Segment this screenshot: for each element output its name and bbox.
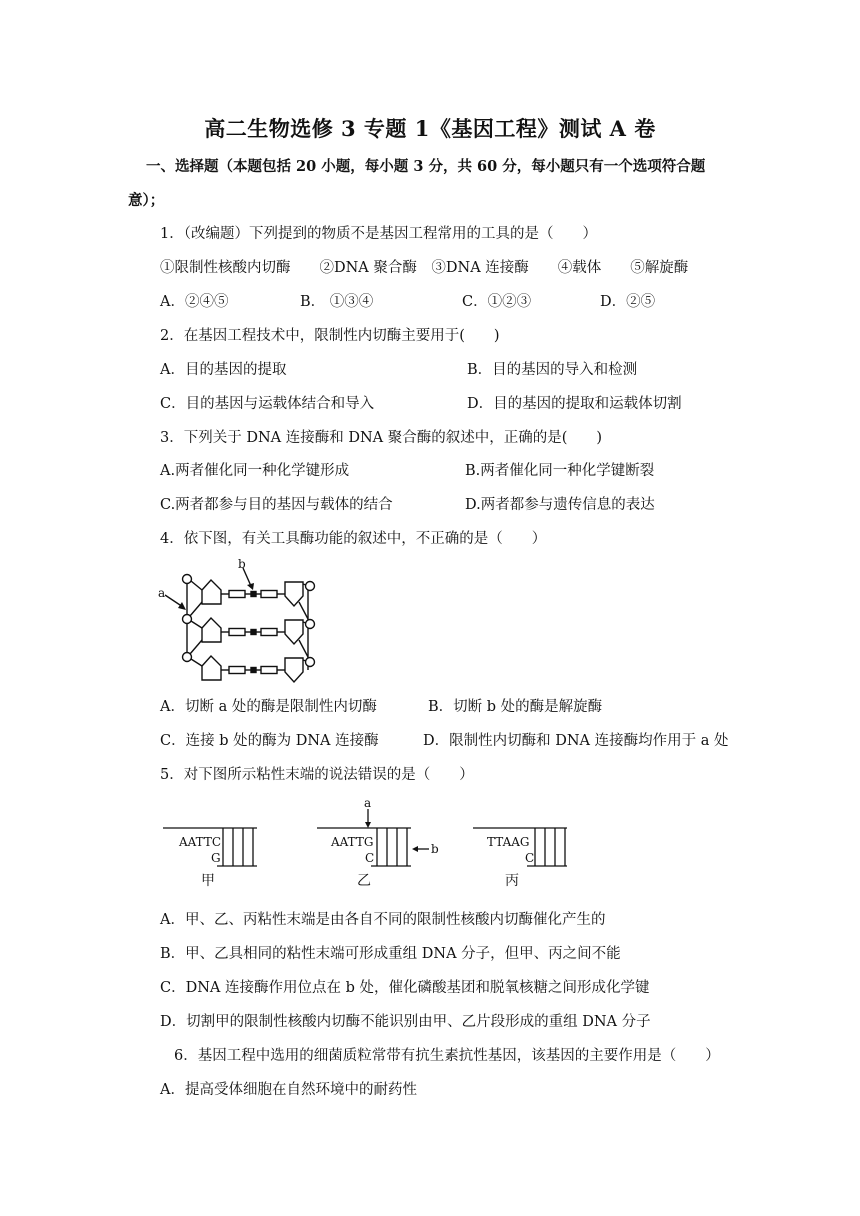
q5-option-d: D．切割甲的限制性核酸内切酶不能识别由甲、乙片段形成的重组 DNA 分子 (160, 1014, 651, 1030)
q2-stem: 2．在基因工程技术中，限制性内切酶主要用于( ) (160, 328, 500, 344)
q2-option-a: A．目的基因的提取 (160, 362, 287, 378)
q1-option-d: D．②⑤ (600, 294, 656, 310)
section-heading-line1: 一、选择题（本题包括 20 小题，每小题 3 分，共 60 分，每小题只有一个选项符合题 (146, 158, 706, 175)
q5-option-c: C．DNA 连接酶作用位点在 b 处，催化磷酸基团和脱氧核糖之间形成化学键 (160, 980, 650, 996)
q2-option-d: D．目的基因的提取和运载体切割 (467, 396, 682, 412)
q2-option-b: B．目的基因的导入和检测 (467, 362, 638, 378)
bing-bottom-strand: C (525, 851, 535, 865)
jia-label: 甲 (201, 873, 215, 889)
q3-option-c: C.两者都参与目的基因与载体的结合 (160, 497, 393, 513)
dna-structure-diagram (155, 552, 325, 687)
q6-stem: 6．基因工程中选用的细菌质粒常带有抗生素抗性基因，该基因的主要作用是（ ） (174, 1048, 720, 1064)
jia-bottom-strand: G (211, 851, 221, 865)
q3-option-b: B.两者催化同一种化学键断裂 (465, 463, 655, 479)
q1-option-a: A．②④⑤ (160, 294, 229, 310)
bing-label: 丙 (505, 873, 519, 889)
q2-option-c: C．目的基因与运载体结合和导入 (160, 396, 375, 412)
q6-option-a: A．提高受体细胞在自然环境中的耐药性 (160, 1082, 417, 1098)
arrow-label-a: a (364, 796, 372, 810)
q3-stem: 3．下列关于 DNA 连接酶和 DNA 聚合酶的叙述中，正确的是( ) (160, 430, 603, 446)
diagram-label-a: a (158, 586, 166, 600)
arrow-label-b: b (431, 842, 439, 856)
q3-option-d: D.两者都参与遗传信息的表达 (465, 497, 655, 513)
q4-option-d: D．限制性内切酶和 DNA 连接酶均作用于 a 处 (423, 733, 729, 749)
sticky-ends-diagram (155, 795, 595, 890)
q4-stem: 4．依下图，有关工具酶功能的叙述中，不正确的是（ ） (160, 531, 547, 547)
diagram-label-b: b (238, 557, 246, 571)
q3-option-a: A.两者催化同一种化学键形成 (160, 463, 350, 479)
q5-option-a: A．甲、乙、丙粘性末端是由各自不同的限制性核酸内切酶催化产生的 (160, 912, 606, 928)
yi-label: 乙 (357, 873, 371, 889)
q4-option-c: C．连接 b 处的酶为 DNA 连接酶 (160, 733, 379, 749)
q1-option-b: B． ①③④ (300, 294, 374, 310)
q1-option-c: C．①②③ (462, 294, 532, 310)
q1-items: ①限制性核酸内切酶 ②DNA 聚合酶 ③DNA 连接酶 ④载体 ⑤解旋酶 (160, 260, 689, 276)
q1-stem: 1．（改编题）下列提到的物质不是基因工程常用的工具的是（ ） (160, 226, 597, 242)
jia-top-strand: AATTC (179, 835, 222, 849)
q5-stem: 5．对下图所示粘性末端的说法错误的是（ ） (160, 767, 474, 783)
q5-option-b: B．甲、乙具相同的粘性末端可形成重组 DNA 分子，但甲、丙之间不能 (160, 946, 621, 962)
q4-option-a: A．切断 a 处的酶是限制性内切酶 (160, 699, 377, 715)
yi-top-strand: AATTG (331, 835, 374, 849)
page-title: 高二生物选修 3 专题 1《基因工程》测试 A 卷 (204, 116, 656, 141)
yi-bottom-strand: C (365, 851, 375, 865)
q4-option-b: B．切断 b 处的酶是解旋酶 (428, 699, 603, 715)
section-heading-line2: 意）； (128, 192, 165, 209)
bing-top-strand: TTAAG (487, 835, 530, 849)
